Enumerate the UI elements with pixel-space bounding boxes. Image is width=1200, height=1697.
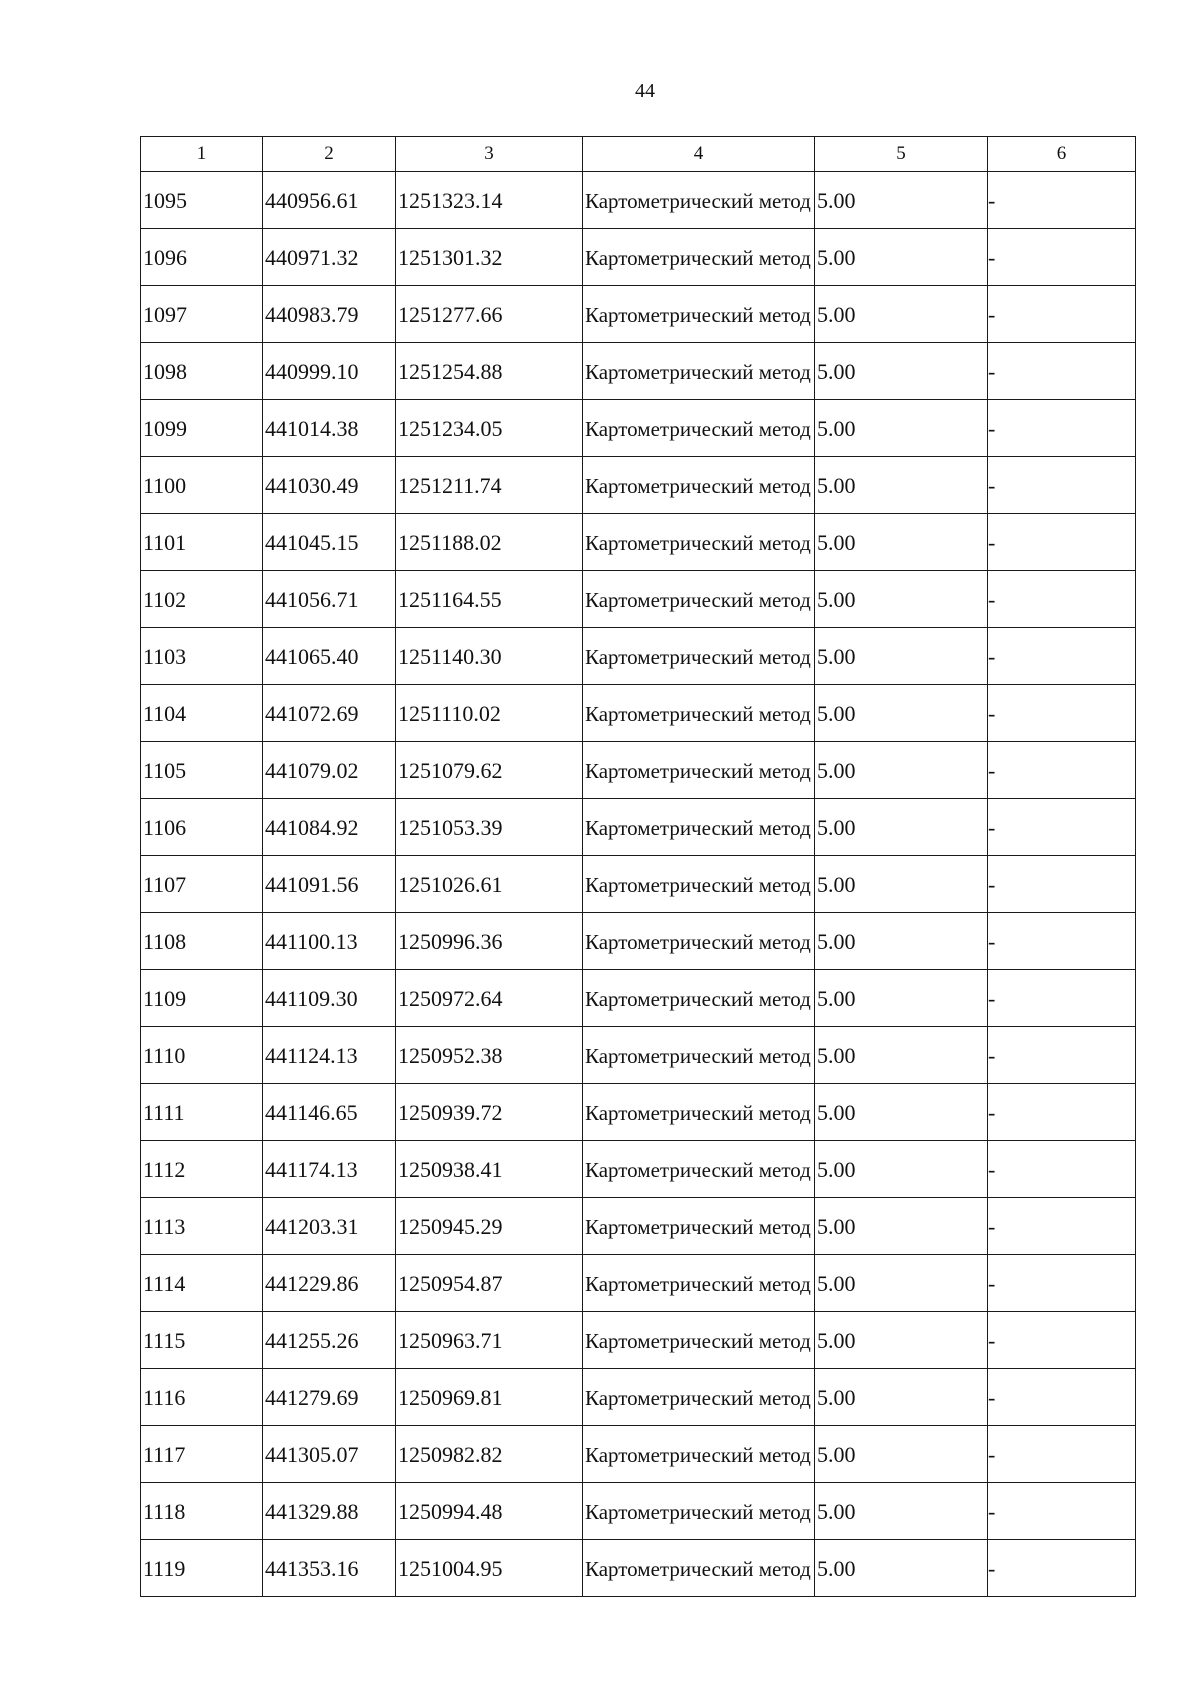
y-coordinate-cell: 1250954.87 <box>396 1255 583 1312</box>
y-coordinate-cell: 1251079.62 <box>396 742 583 799</box>
method-cell: Картометрический метод <box>583 1312 815 1369</box>
note-cell: - <box>988 286 1136 343</box>
table-header <box>141 137 1136 172</box>
table-row <box>141 1312 1136 1369</box>
accuracy-cell: 5.00 <box>815 400 988 457</box>
point-number-cell: 1116 <box>141 1369 263 1426</box>
table-row <box>141 229 1136 286</box>
x-coordinate-cell: 441124.13 <box>263 1027 396 1084</box>
point-number-cell: 1099 <box>141 400 263 457</box>
x-coordinate-cell: 441329.88 <box>263 1483 396 1540</box>
note-cell: - <box>988 1483 1136 1540</box>
x-coordinate-cell: 440999.10 <box>263 343 396 400</box>
x-coordinate-cell: 441305.07 <box>263 1426 396 1483</box>
point-number-cell: 1110 <box>141 1027 263 1084</box>
accuracy-cell: 5.00 <box>815 742 988 799</box>
x-coordinate-cell: 441279.69 <box>263 1369 396 1426</box>
header-cell-2: 2 <box>263 137 396 172</box>
y-coordinate-cell: 1250972.64 <box>396 970 583 1027</box>
table-row <box>141 457 1136 514</box>
point-number-cell: 1108 <box>141 913 263 970</box>
x-coordinate-cell: 441109.30 <box>263 970 396 1027</box>
x-coordinate-cell: 440956.61 <box>263 172 396 229</box>
table-row <box>141 1369 1136 1426</box>
note-cell: - <box>988 1426 1136 1483</box>
y-coordinate-cell: 1250994.48 <box>396 1483 583 1540</box>
y-coordinate-cell: 1250938.41 <box>396 1141 583 1198</box>
method-cell: Картометрический метод <box>583 571 815 628</box>
x-coordinate-cell: 441084.92 <box>263 799 396 856</box>
point-number-cell: 1114 <box>141 1255 263 1312</box>
note-cell: - <box>988 742 1136 799</box>
note-cell: - <box>988 343 1136 400</box>
note-cell: - <box>988 1198 1136 1255</box>
page-number: 44 <box>635 80 655 102</box>
method-cell: Картометрический метод <box>583 1369 815 1426</box>
y-coordinate-cell: 1251053.39 <box>396 799 583 856</box>
method-cell: Картометрический метод <box>583 1198 815 1255</box>
header-cell-3: 3 <box>396 137 583 172</box>
point-number-cell: 1117 <box>141 1426 263 1483</box>
y-coordinate-cell: 1251110.02 <box>396 685 583 742</box>
y-coordinate-cell: 1250963.71 <box>396 1312 583 1369</box>
x-coordinate-cell: 441065.40 <box>263 628 396 685</box>
table-row <box>141 1540 1136 1597</box>
x-coordinate-cell: 441229.86 <box>263 1255 396 1312</box>
x-coordinate-cell: 441079.02 <box>263 742 396 799</box>
x-coordinate-cell: 441030.49 <box>263 457 396 514</box>
accuracy-cell: 5.00 <box>815 514 988 571</box>
x-coordinate-cell: 441045.15 <box>263 514 396 571</box>
note-cell: - <box>988 628 1136 685</box>
y-coordinate-cell: 1250996.36 <box>396 913 583 970</box>
note-cell: - <box>988 970 1136 1027</box>
method-cell: Картометрический метод <box>583 1027 815 1084</box>
method-cell: Картометрический метод <box>583 1483 815 1540</box>
coordinates-table <box>140 136 1136 1597</box>
method-cell: Картометрический метод <box>583 286 815 343</box>
accuracy-cell: 5.00 <box>815 229 988 286</box>
table-row <box>141 571 1136 628</box>
note-cell: - <box>988 1540 1136 1597</box>
point-number-cell: 1104 <box>141 685 263 742</box>
method-cell: Картометрический метод <box>583 685 815 742</box>
table-row <box>141 1141 1136 1198</box>
accuracy-cell: 5.00 <box>815 1141 988 1198</box>
header-cell-1: 1 <box>141 137 263 172</box>
point-number-cell: 1098 <box>141 343 263 400</box>
y-coordinate-cell: 1251188.02 <box>396 514 583 571</box>
accuracy-cell: 5.00 <box>815 1027 988 1084</box>
accuracy-cell: 5.00 <box>815 913 988 970</box>
table-row <box>141 1426 1136 1483</box>
table-row <box>141 742 1136 799</box>
note-cell: - <box>988 457 1136 514</box>
table-row <box>141 628 1136 685</box>
table-row <box>141 1255 1136 1312</box>
y-coordinate-cell: 1251164.55 <box>396 571 583 628</box>
table-row <box>141 1483 1136 1540</box>
point-number-cell: 1111 <box>141 1084 263 1141</box>
table-row <box>141 1027 1136 1084</box>
accuracy-cell: 5.00 <box>815 1483 988 1540</box>
header-cell-5: 5 <box>815 137 988 172</box>
x-coordinate-cell: 441353.16 <box>263 1540 396 1597</box>
accuracy-cell: 5.00 <box>815 1255 988 1312</box>
y-coordinate-cell: 1251026.61 <box>396 856 583 913</box>
header-cell-6: 6 <box>988 137 1136 172</box>
x-coordinate-cell: 441091.56 <box>263 856 396 913</box>
accuracy-cell: 5.00 <box>815 1540 988 1597</box>
point-number-cell: 1096 <box>141 229 263 286</box>
x-coordinate-cell: 441100.13 <box>263 913 396 970</box>
y-coordinate-cell: 1251140.30 <box>396 628 583 685</box>
y-coordinate-cell: 1251234.05 <box>396 400 583 457</box>
note-cell: - <box>988 571 1136 628</box>
x-coordinate-cell: 441174.13 <box>263 1141 396 1198</box>
header-cell-4: 4 <box>583 137 815 172</box>
accuracy-cell: 5.00 <box>815 1198 988 1255</box>
table-row <box>141 799 1136 856</box>
y-coordinate-cell: 1250939.72 <box>396 1084 583 1141</box>
note-cell: - <box>988 1141 1136 1198</box>
note-cell: - <box>988 856 1136 913</box>
accuracy-cell: 5.00 <box>815 172 988 229</box>
accuracy-cell: 5.00 <box>815 799 988 856</box>
note-cell: - <box>988 685 1136 742</box>
x-coordinate-cell: 440983.79 <box>263 286 396 343</box>
note-cell: - <box>988 913 1136 970</box>
y-coordinate-cell: 1250969.81 <box>396 1369 583 1426</box>
point-number-cell: 1109 <box>141 970 263 1027</box>
accuracy-cell: 5.00 <box>815 286 988 343</box>
point-number-cell: 1095 <box>141 172 263 229</box>
point-number-cell: 1112 <box>141 1141 263 1198</box>
accuracy-cell: 5.00 <box>815 1084 988 1141</box>
y-coordinate-cell: 1250952.38 <box>396 1027 583 1084</box>
table-row <box>141 286 1136 343</box>
accuracy-cell: 5.00 <box>815 343 988 400</box>
note-cell: - <box>988 1369 1136 1426</box>
accuracy-cell: 5.00 <box>815 1312 988 1369</box>
x-coordinate-cell: 441014.38 <box>263 400 396 457</box>
method-cell: Картометрический метод <box>583 1540 815 1597</box>
point-number-cell: 1118 <box>141 1483 263 1540</box>
method-cell: Картометрический метод <box>583 913 815 970</box>
note-cell: - <box>988 1027 1136 1084</box>
method-cell: Картометрический метод <box>583 628 815 685</box>
accuracy-cell: 5.00 <box>815 685 988 742</box>
method-cell: Картометрический метод <box>583 1426 815 1483</box>
x-coordinate-cell: 441072.69 <box>263 685 396 742</box>
point-number-cell: 1097 <box>141 286 263 343</box>
note-cell: - <box>988 514 1136 571</box>
point-number-cell: 1103 <box>141 628 263 685</box>
method-cell: Картометрический метод <box>583 343 815 400</box>
accuracy-cell: 5.00 <box>815 457 988 514</box>
x-coordinate-cell: 440971.32 <box>263 229 396 286</box>
table-row <box>141 685 1136 742</box>
note-cell: - <box>988 799 1136 856</box>
note-cell: - <box>988 172 1136 229</box>
table-body <box>141 172 1136 1597</box>
note-cell: - <box>988 229 1136 286</box>
accuracy-cell: 5.00 <box>815 1426 988 1483</box>
y-coordinate-cell: 1251277.66 <box>396 286 583 343</box>
accuracy-cell: 5.00 <box>815 970 988 1027</box>
table-row <box>141 172 1136 229</box>
note-cell: - <box>988 1255 1136 1312</box>
method-cell: Картометрический метод <box>583 400 815 457</box>
method-cell: Картометрический метод <box>583 970 815 1027</box>
y-coordinate-cell: 1251301.32 <box>396 229 583 286</box>
method-cell: Картометрический метод <box>583 457 815 514</box>
method-cell: Картометрический метод <box>583 1141 815 1198</box>
point-number-cell: 1101 <box>141 514 263 571</box>
x-coordinate-cell: 441146.65 <box>263 1084 396 1141</box>
method-cell: Картометрический метод <box>583 1255 815 1312</box>
accuracy-cell: 5.00 <box>815 571 988 628</box>
accuracy-cell: 5.00 <box>815 856 988 913</box>
y-coordinate-cell: 1251211.74 <box>396 457 583 514</box>
method-cell: Картометрический метод <box>583 172 815 229</box>
table-row <box>141 400 1136 457</box>
point-number-cell: 1115 <box>141 1312 263 1369</box>
note-cell: - <box>988 400 1136 457</box>
point-number-cell: 1113 <box>141 1198 263 1255</box>
accuracy-cell: 5.00 <box>815 628 988 685</box>
table-row <box>141 856 1136 913</box>
method-cell: Картометрический метод <box>583 229 815 286</box>
table-row <box>141 1084 1136 1141</box>
table-row <box>141 1198 1136 1255</box>
accuracy-cell: 5.00 <box>815 1369 988 1426</box>
y-coordinate-cell: 1251004.95 <box>396 1540 583 1597</box>
table-row <box>141 514 1136 571</box>
x-coordinate-cell: 441203.31 <box>263 1198 396 1255</box>
x-coordinate-cell: 441056.71 <box>263 571 396 628</box>
note-cell: - <box>988 1084 1136 1141</box>
method-cell: Картометрический метод <box>583 1084 815 1141</box>
table-row <box>141 970 1136 1027</box>
point-number-cell: 1119 <box>141 1540 263 1597</box>
y-coordinate-cell: 1251323.14 <box>396 172 583 229</box>
note-cell: - <box>988 1312 1136 1369</box>
header-row <box>141 137 1136 172</box>
point-number-cell: 1106 <box>141 799 263 856</box>
table-row <box>141 343 1136 400</box>
method-cell: Картометрический метод <box>583 742 815 799</box>
method-cell: Картометрический метод <box>583 799 815 856</box>
point-number-cell: 1102 <box>141 571 263 628</box>
method-cell: Картометрический метод <box>583 514 815 571</box>
y-coordinate-cell: 1251254.88 <box>396 343 583 400</box>
method-cell: Картометрический метод <box>583 856 815 913</box>
point-number-cell: 1100 <box>141 457 263 514</box>
y-coordinate-cell: 1250945.29 <box>396 1198 583 1255</box>
point-number-cell: 1107 <box>141 856 263 913</box>
point-number-cell: 1105 <box>141 742 263 799</box>
y-coordinate-cell: 1250982.82 <box>396 1426 583 1483</box>
table-row <box>141 913 1136 970</box>
x-coordinate-cell: 441255.26 <box>263 1312 396 1369</box>
